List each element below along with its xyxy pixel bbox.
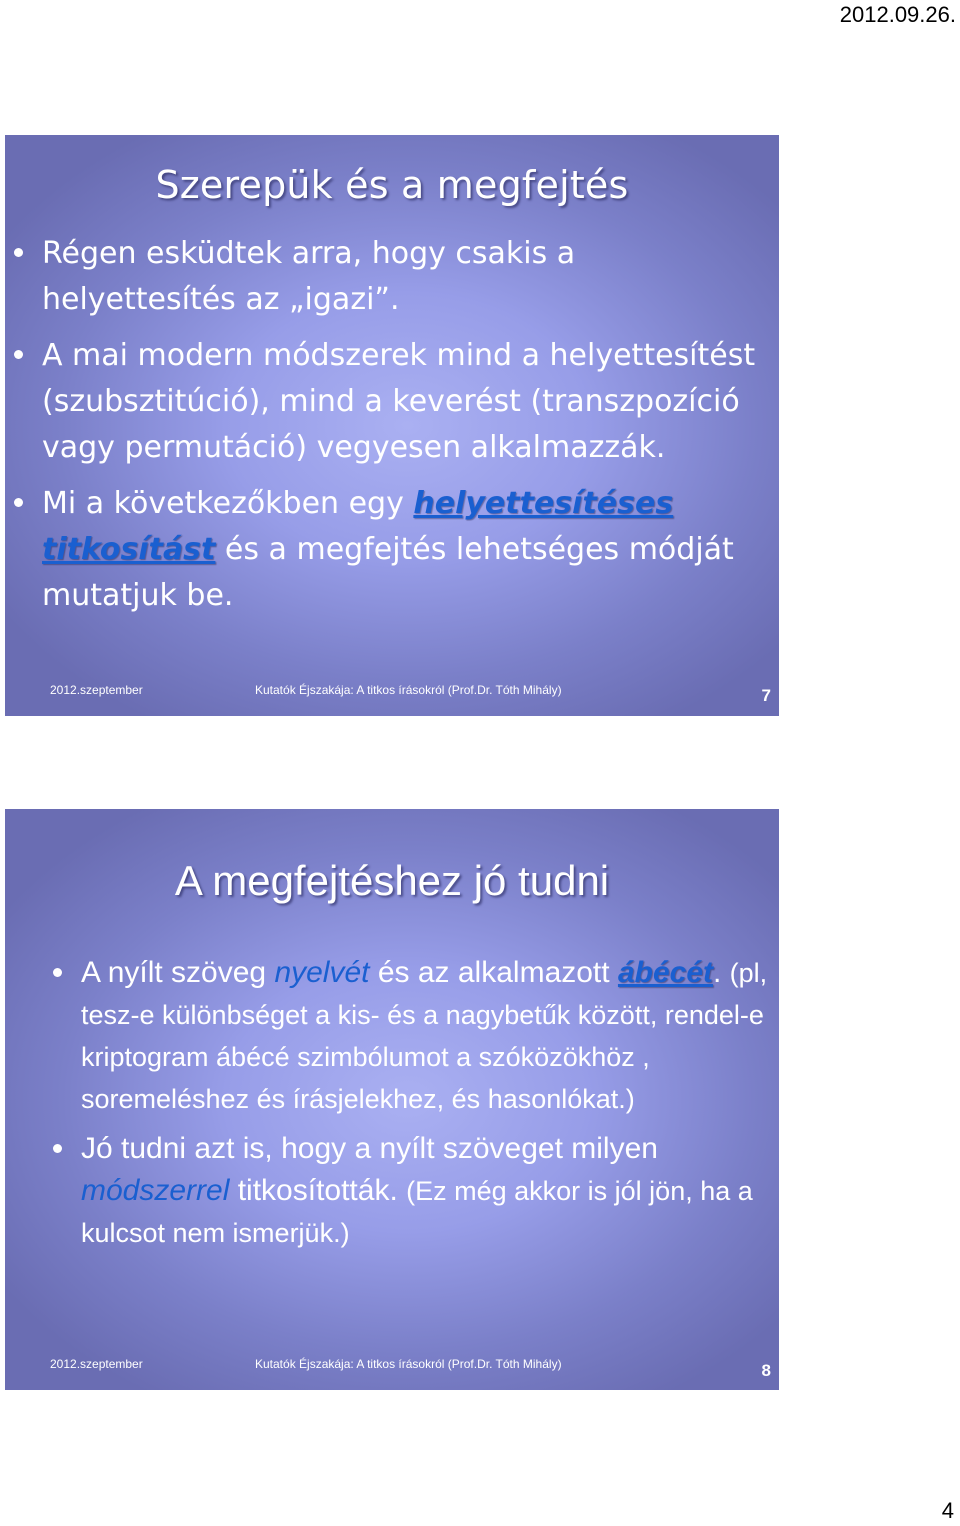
bullet-icon — [14, 248, 23, 257]
bullet-icon — [14, 498, 23, 507]
bullet-item — [81, 1128, 771, 1254]
bullet-item — [42, 231, 772, 323]
emphasized-term: módszerrel — [81, 1174, 230, 1207]
bullet-text: A mai modern módszerek mind a helyettesítést (szubsztitúció), mind a keverést (transzpozíció vagy permutáció) vegyesen alkalmazzák. — [42, 338, 756, 465]
bullet-subtext: (Ez még akkor is jól jön, ha a kulcsot nem ismerjük.) — [81, 1176, 753, 1248]
bullet-item — [42, 333, 772, 471]
emphasized-term: nyelvét — [274, 956, 370, 989]
emphasized-term: ábécét — [617, 956, 713, 989]
bullet-list — [42, 231, 772, 629]
bullet-text-pre: A nyílt szöveg — [81, 956, 275, 989]
bullet-icon — [14, 350, 23, 359]
page-header-date: 2012.09.26. — [839, 2, 956, 27]
footer-title: Kutatók Éjszakája: A titkos írásokról (Prof.Dr. Tóth Mihály) — [255, 1357, 562, 1371]
emphasized-term: helyettesítéses titkosítást — [42, 486, 674, 567]
bullet-text-mid: és az alkalmazott — [369, 956, 618, 989]
footer-date: 2012.szeptember — [50, 1357, 143, 1371]
bullet-text-post: és a megfejtés lehetséges módját mutatjuk be. — [42, 532, 734, 613]
bullet-text-post: . — [713, 956, 730, 989]
footer-date: 2012.szeptember — [50, 683, 143, 697]
footer-title: Kutatók Éjszakája: A titkos írásokról (Prof.Dr. Tóth Mihály) — [255, 683, 562, 697]
bullet-text: Régen esküdtek arra, hogy csakis a helyettesítés az „igazi”. — [42, 236, 576, 317]
bullet-subtext: (pl, tesz-e különbséget a kis- és a nagybetűk között, rendel-e kriptogram ábécé szimbólumot a szóközökhöz , soremeléshez és írásjelekhez, és hasonlókat.) — [81, 958, 768, 1114]
bullet-text-post: titkosították. — [229, 1174, 407, 1207]
slide-title: Szerepük és a megfejtés — [155, 163, 629, 207]
slide-8 — [5, 809, 779, 1390]
bullet-item — [42, 481, 772, 619]
bullet-icon — [53, 968, 62, 977]
slide-number: 7 — [761, 686, 771, 705]
bullet-item — [81, 952, 771, 1120]
bullet-text-pre: Jó tudni azt is, hogy a nyílt szöveget milyen — [81, 1132, 658, 1165]
page-number: 4 — [941, 1498, 954, 1523]
slide-number: 8 — [761, 1361, 771, 1380]
slide-7 — [5, 135, 779, 716]
bullet-list — [81, 952, 771, 1262]
slide-title: A megfejtéshez jó tudni — [174, 857, 610, 904]
bullet-text-pre: Mi a következőkben egy — [42, 486, 414, 521]
bullet-icon — [53, 1144, 62, 1153]
